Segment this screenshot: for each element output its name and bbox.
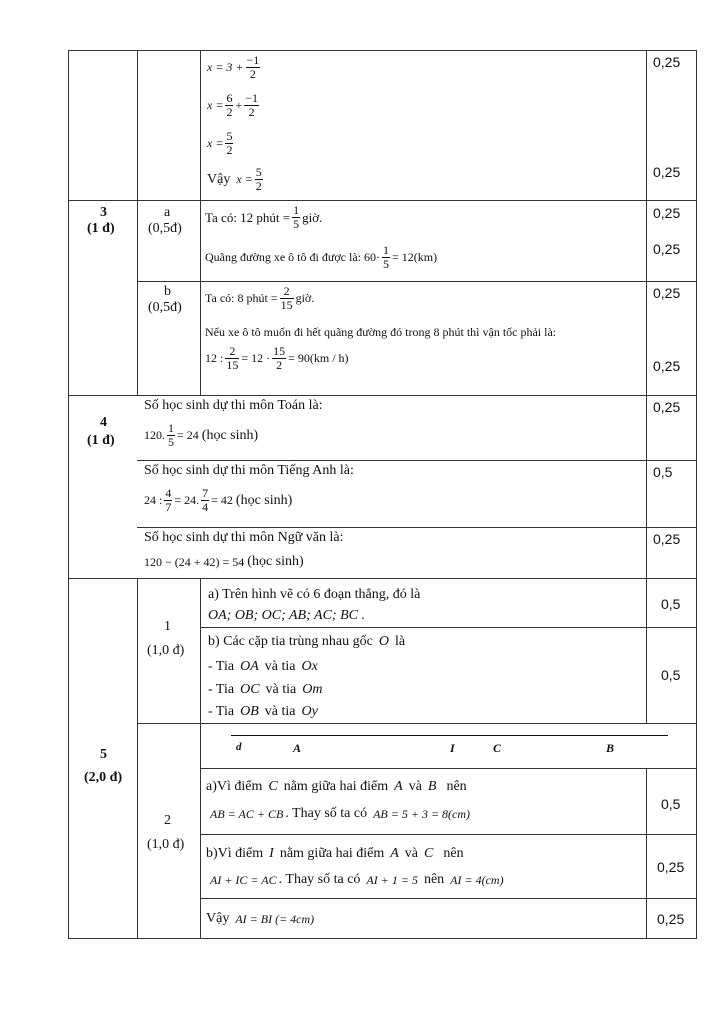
q3b-line-3 bbox=[205, 345, 349, 372]
fraction bbox=[201, 487, 209, 514]
score-cell: 0,25 bbox=[653, 164, 681, 180]
numerator: 4 bbox=[165, 486, 172, 500]
score-cell: 0,25 bbox=[653, 54, 681, 70]
equation: AI = BI (= 4cm) bbox=[235, 911, 315, 926]
text: = 24 bbox=[177, 428, 199, 442]
equation: AB = 5 + 3 = 8(cm) bbox=[373, 806, 471, 821]
denominator: 2 bbox=[249, 67, 256, 81]
numerator: 2 bbox=[225, 345, 239, 359]
q5-1b-line-1 bbox=[208, 634, 405, 650]
question-number: 4 bbox=[100, 415, 107, 430]
text: (học sinh) bbox=[235, 492, 293, 508]
q5-2a-line-2 bbox=[210, 806, 470, 822]
denominator: 4 bbox=[202, 500, 209, 514]
score-cell: 0,25 bbox=[653, 241, 681, 257]
equation-lhs: x = bbox=[207, 136, 224, 150]
text: 120. bbox=[144, 428, 165, 442]
math-var: O bbox=[378, 634, 389, 649]
q5-2b-line-1 bbox=[206, 846, 464, 862]
numerator: 6 bbox=[226, 91, 233, 105]
text: . Thay số ta có bbox=[285, 806, 368, 821]
math-var: C bbox=[424, 846, 434, 861]
equation-lhs: x = bbox=[207, 98, 224, 112]
score-cell: 0,25 bbox=[653, 358, 681, 374]
text: = 12(km) bbox=[392, 250, 438, 264]
q5-1a-line-2: OA; OB; OC; AB; AC; BC . bbox=[208, 608, 365, 623]
equation: AI = 4(cm) bbox=[450, 872, 504, 887]
text: giờ. bbox=[302, 209, 323, 225]
text: - Tia bbox=[208, 704, 235, 719]
q5-2c-line bbox=[206, 911, 314, 927]
denominator: 5 bbox=[293, 217, 300, 231]
text: nên bbox=[443, 846, 464, 861]
score-cell: 0,25 bbox=[653, 531, 681, 547]
math-var: C bbox=[268, 779, 278, 794]
point-label: I bbox=[450, 741, 455, 755]
math-var: OB bbox=[240, 704, 259, 719]
q3a-line-2 bbox=[205, 244, 437, 271]
question-points: (2,0 đ) bbox=[84, 770, 123, 785]
fraction bbox=[225, 92, 233, 119]
text: và tia bbox=[264, 659, 296, 674]
text: nên bbox=[446, 779, 467, 794]
text: 120 − (24 + 42) = 54 bbox=[144, 554, 245, 569]
denominator: 2 bbox=[255, 179, 262, 193]
q5-2a-line-1 bbox=[206, 779, 467, 795]
denominator: 15 bbox=[226, 358, 239, 372]
denominator: 2 bbox=[276, 358, 283, 372]
text: và tia bbox=[264, 704, 296, 719]
fraction bbox=[167, 422, 175, 449]
conclusion-text: Vậy bbox=[207, 171, 231, 187]
denominator: 5 bbox=[383, 257, 390, 271]
fraction bbox=[255, 166, 263, 193]
equation-line-2 bbox=[207, 92, 261, 119]
numerator: 5 bbox=[255, 165, 262, 179]
score-cell: 0,25 bbox=[653, 285, 681, 301]
score-cell: 0,25 bbox=[657, 911, 685, 927]
q4-row-3-math bbox=[144, 554, 304, 570]
fraction bbox=[164, 487, 172, 514]
line-label: d bbox=[236, 741, 242, 753]
text: = 12 · bbox=[241, 351, 271, 365]
q4-row-1-text: Số học sinh dự thi môn Toán là: bbox=[144, 398, 323, 413]
math-var: Om bbox=[302, 682, 323, 697]
fraction bbox=[292, 204, 300, 231]
q4-row-3-text: Số học sinh dự thi môn Ngữ văn là: bbox=[144, 530, 344, 545]
text: Ta có: 12 phút = bbox=[205, 209, 291, 225]
score-cell: 0,25 bbox=[653, 205, 681, 221]
numerator: 15 bbox=[273, 344, 286, 358]
numerator: 7 bbox=[202, 486, 209, 500]
denominator: 5 bbox=[168, 435, 174, 449]
text: nằm giữa hai điểm bbox=[283, 779, 389, 794]
part-points: (1,0 đ) bbox=[147, 837, 185, 852]
fraction bbox=[244, 92, 259, 119]
text: 12 : bbox=[205, 351, 224, 365]
text: Quãng đường xe ô tô đi được là: 60· bbox=[205, 250, 381, 264]
point-label: C bbox=[493, 741, 502, 755]
q4-row-2-text: Số học sinh dự thi môn Tiếng Anh là: bbox=[144, 463, 354, 478]
text: và bbox=[408, 779, 422, 794]
q3a-line-1 bbox=[205, 204, 322, 231]
q5-1a-line-1: a) Trên hình vẽ có 6 đoạn thẳng, đó là bbox=[208, 587, 421, 602]
text: giờ. bbox=[295, 291, 315, 305]
denominator: 2 bbox=[248, 105, 255, 119]
part-label: 2 bbox=[164, 813, 171, 828]
numerator: 1 bbox=[168, 421, 174, 435]
math-var: B bbox=[427, 779, 437, 794]
text: b)Vì điểm bbox=[206, 846, 264, 861]
text: nên bbox=[423, 872, 445, 887]
text: và tia bbox=[265, 682, 297, 697]
score-cell: 0,25 bbox=[657, 859, 685, 875]
math-var: OA bbox=[240, 659, 259, 674]
math-var: Ox bbox=[301, 659, 318, 674]
q3b-line-2: Nếu xe ô tô muốn đi hết quãng đường đó trong 8 phút thì vận tốc phải là: bbox=[205, 325, 557, 339]
text: (học sinh) bbox=[247, 554, 304, 569]
text: a)Vì điểm bbox=[206, 779, 263, 794]
text: Vậy bbox=[206, 911, 230, 926]
numerator: 5 bbox=[226, 129, 233, 143]
text: 24 : bbox=[144, 493, 163, 507]
operator: + bbox=[235, 98, 243, 112]
text: = 90(km / h) bbox=[288, 351, 349, 365]
text: - Tia bbox=[208, 659, 235, 674]
question-number: 3 bbox=[100, 205, 107, 220]
q4-row-1-math bbox=[144, 422, 258, 449]
part-label: b bbox=[164, 284, 171, 299]
q5-1b-ray-pair-3 bbox=[208, 704, 318, 720]
numerator: −1 bbox=[246, 53, 260, 67]
fraction bbox=[225, 345, 239, 372]
q5-2b-line-2 bbox=[210, 872, 504, 888]
score-cell: 0,25 bbox=[653, 399, 681, 415]
text: b) Các cặp tia trùng nhau gốc bbox=[208, 634, 373, 649]
numerator: 1 bbox=[383, 243, 390, 257]
equation-line-3 bbox=[207, 130, 235, 157]
text: = 24. bbox=[174, 493, 200, 507]
text: = 42 bbox=[211, 493, 233, 507]
denominator: 2 bbox=[226, 105, 233, 119]
question-points: (1 đ) bbox=[87, 221, 115, 236]
text: (học sinh) bbox=[201, 427, 259, 443]
text: - Tia bbox=[208, 682, 235, 697]
numerator: 1 bbox=[293, 203, 300, 217]
part-points: (1,0 đ) bbox=[147, 643, 185, 658]
q5-1b-ray-pair-2 bbox=[208, 682, 322, 698]
denominator: 2 bbox=[226, 143, 233, 157]
denominator: 7 bbox=[165, 500, 172, 514]
q3b-line-1 bbox=[205, 285, 314, 312]
point-label: A bbox=[293, 741, 302, 755]
part-label: 1 bbox=[164, 619, 171, 634]
math-var: A bbox=[394, 779, 403, 794]
q4-row-2-math bbox=[144, 487, 292, 514]
part-points: (0,5đ) bbox=[148, 300, 182, 315]
text: nằm giữa hai điểm bbox=[279, 846, 385, 861]
fraction bbox=[246, 54, 261, 81]
math-var: I bbox=[269, 846, 274, 861]
fraction bbox=[382, 244, 390, 271]
text: và bbox=[404, 846, 419, 861]
question-points: (1 đ) bbox=[87, 433, 115, 448]
text: là bbox=[394, 634, 406, 649]
conclusion-line bbox=[207, 166, 265, 193]
text: . Thay số ta có bbox=[278, 872, 361, 887]
line-d bbox=[231, 735, 668, 736]
score-cell: 0,5 bbox=[653, 464, 673, 480]
part-points: (0,5đ) bbox=[148, 221, 182, 236]
score-cell: 0,5 bbox=[661, 667, 681, 683]
equation-lhs: x = 3 + bbox=[207, 60, 244, 74]
question-number: 5 bbox=[100, 747, 107, 762]
score-cell: 0,5 bbox=[661, 796, 681, 812]
math-var: A bbox=[390, 846, 399, 861]
equation: AI + IC = AC bbox=[210, 872, 277, 887]
equation-line-1 bbox=[207, 54, 262, 81]
score-cell: 0,5 bbox=[661, 596, 681, 612]
fraction bbox=[225, 130, 233, 157]
math-var: OC bbox=[240, 682, 260, 697]
math-var: Oy bbox=[301, 704, 318, 719]
part-label: a bbox=[164, 205, 171, 220]
fraction bbox=[280, 285, 294, 312]
numerator: −1 bbox=[245, 91, 258, 105]
fraction bbox=[272, 345, 286, 372]
text: Ta có: 8 phút = bbox=[205, 291, 278, 305]
point-label: B bbox=[606, 741, 615, 755]
equation: AI + 1 = 5 bbox=[366, 872, 418, 887]
numerator: 2 bbox=[280, 285, 294, 299]
denominator: 15 bbox=[280, 298, 293, 312]
equation: AB = AC + CB bbox=[210, 806, 284, 821]
q5-1b-ray-pair-1 bbox=[208, 659, 318, 675]
equation-lhs: x = bbox=[236, 172, 253, 186]
